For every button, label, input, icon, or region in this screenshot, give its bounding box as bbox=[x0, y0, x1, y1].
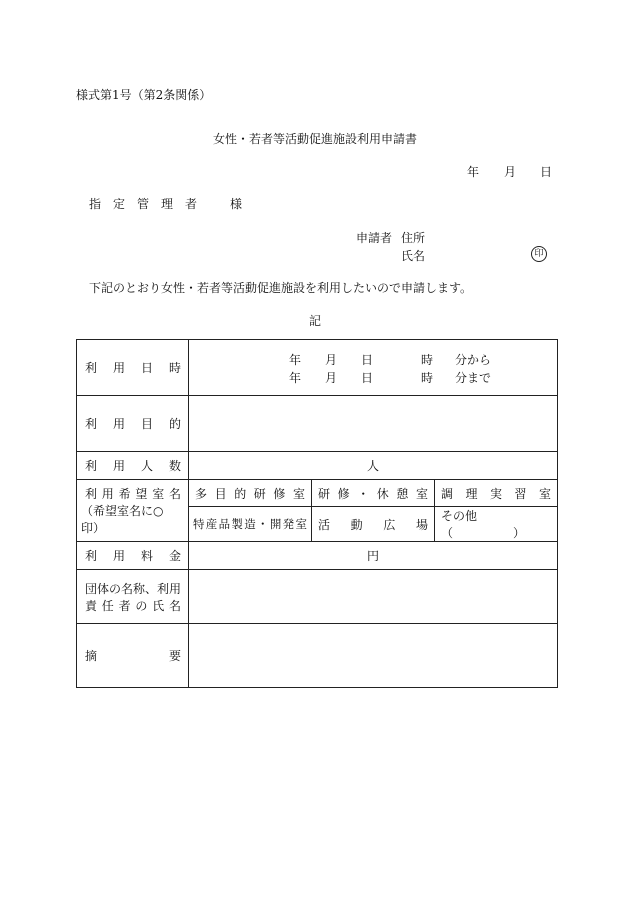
fee-label: 利 用 料 金 bbox=[77, 542, 189, 570]
applicant-address-label: 住所 bbox=[401, 231, 426, 245]
summary-field[interactable] bbox=[189, 624, 558, 688]
application-table bbox=[76, 339, 558, 688]
room-option-training-rest[interactable]: 研修・休憩室 bbox=[312, 480, 435, 507]
count-label: 利 用 人 数 bbox=[77, 452, 189, 480]
addressee-honorific: 様 bbox=[230, 197, 243, 211]
purpose-row bbox=[77, 396, 558, 452]
form-title: 女性・若者等活動促進施設利用申請書 bbox=[212, 132, 417, 146]
room-option-multipurpose[interactable]: 多目的研修室 bbox=[189, 480, 312, 507]
count-row bbox=[77, 452, 558, 480]
datetime-row bbox=[77, 340, 558, 396]
room-option-activity-plaza[interactable]: 活 動 広 場 bbox=[312, 507, 435, 542]
form-number: 様式第1号（第2条関係） bbox=[76, 88, 212, 102]
count-field[interactable] bbox=[189, 452, 558, 480]
applicant-name-label: 氏名 bbox=[401, 249, 426, 263]
room-option-product-dev[interactable]: 特産品製造・開発室 bbox=[189, 507, 312, 542]
group-row bbox=[77, 570, 558, 624]
fee-row bbox=[77, 542, 558, 570]
date-month: 月 bbox=[504, 165, 517, 179]
fee-unit: 円 bbox=[367, 549, 380, 563]
room-option-other[interactable]: その他（ ） bbox=[435, 507, 558, 542]
applicant-label: 申請者 bbox=[356, 231, 393, 245]
summary-label: 摘 要 bbox=[77, 624, 189, 688]
group-field[interactable] bbox=[189, 570, 558, 624]
room-row-1 bbox=[77, 480, 558, 507]
date-day: 日 bbox=[540, 165, 553, 179]
group-label: 団体の名称、利用 責任者の氏名 bbox=[77, 570, 189, 624]
datetime-label: 利 用 日 時 bbox=[77, 340, 189, 396]
purpose-label: 利 用 目 的 bbox=[77, 396, 189, 452]
count-unit: 人 bbox=[367, 459, 380, 473]
addressee-name: 指 定 管 理 者 bbox=[89, 197, 198, 211]
summary-row bbox=[77, 624, 558, 688]
intro-text: 下記のとおり女性・若者等活動促進施設を利用したいので申請します。 bbox=[89, 281, 473, 295]
ki-heading: 記 bbox=[308, 314, 321, 328]
purpose-field[interactable] bbox=[189, 396, 558, 452]
fee-field[interactable] bbox=[189, 542, 558, 570]
date-year: 年 bbox=[467, 165, 480, 179]
room-label: 利用希望室名 （希望室名に○印） bbox=[77, 480, 189, 542]
datetime-field[interactable]: 年 月 日 時 分から 年 月 日 時 分まで bbox=[189, 340, 558, 396]
room-option-cooking[interactable]: 調理実習室 bbox=[435, 480, 558, 507]
seal-mark: 印 bbox=[531, 246, 547, 262]
